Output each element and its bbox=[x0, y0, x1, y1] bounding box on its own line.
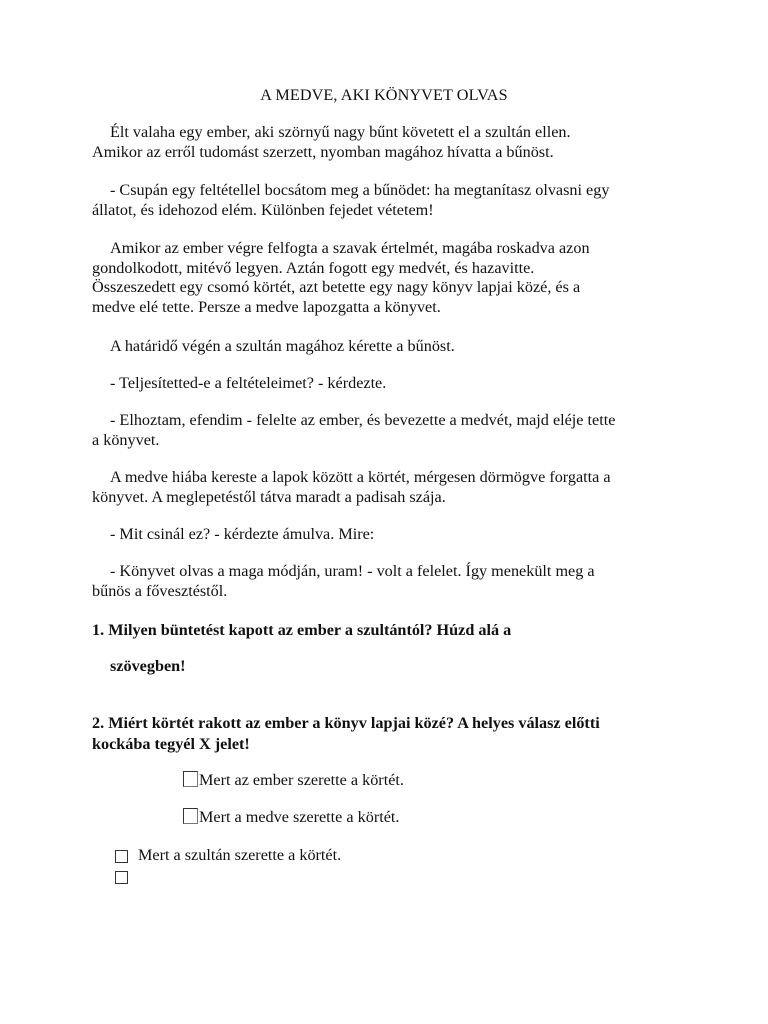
option-2 bbox=[183, 806, 399, 827]
checkbox-option-3[interactable] bbox=[115, 850, 128, 863]
paragraph-line: könyvet. A meglepetéstől tátva maradt a padisah szája. bbox=[92, 487, 446, 506]
paragraph-5 bbox=[92, 374, 682, 394]
paragraph-line: medve elé tette. Persze a medve lapozgatta a könyvet. bbox=[92, 297, 441, 316]
checkbox-option-1[interactable] bbox=[183, 771, 198, 787]
paragraph-3 bbox=[92, 239, 682, 317]
paragraph-line: - Mit csinál ez? - kérdezte ámulva. Mire: bbox=[110, 525, 375, 543]
paragraph-line: bűnös a fővesztéstől. bbox=[92, 581, 228, 600]
paragraph-4 bbox=[92, 337, 682, 357]
paragraph-line: Élt valaha egy ember, aki szörnyű nagy bűnt követett el a szultán ellen. bbox=[110, 123, 571, 141]
paragraph-line: Összeszedett egy csomó körtét, azt betette egy nagy könyv lapjai közé, és a bbox=[92, 278, 581, 297]
paragraph-7 bbox=[92, 468, 682, 507]
paragraph-8 bbox=[92, 525, 682, 545]
paragraph-2 bbox=[92, 181, 682, 220]
paragraph-line: a könyvet. bbox=[92, 430, 160, 449]
paragraph-9 bbox=[92, 562, 682, 601]
paragraph-line: gondolkodott, mitévő legyen. Aztán fogott egy medvét, és hazavitte. bbox=[92, 258, 535, 277]
paragraph-line: - Csupán egy feltétellel bocsátom meg a bűnödet: ha megtanítasz olvasni egy bbox=[110, 181, 610, 199]
question-1-line-2: szövegben! bbox=[110, 657, 186, 675]
paragraph-line: Amikor az ember végre felfogta a szavak értelmét, magába roskadva azon bbox=[110, 239, 590, 257]
checkbox-extra[interactable] bbox=[115, 871, 128, 884]
document-title: A MEDVE, AKI KÖNYVET OLVAS bbox=[260, 86, 508, 104]
paragraph-line: - Teljesítetted-e a feltételeimet? - kérdezte. bbox=[110, 374, 387, 392]
question-2-line-2: kockába tegyél X jelet! bbox=[92, 735, 250, 753]
question-2-line-1: 2. Miért körtét rakott az ember a könyv lapjai közé? A helyes válasz előtti bbox=[92, 714, 600, 732]
paragraph-1 bbox=[92, 123, 682, 162]
paragraph-line: állatot, és idehozod elém. Különben fejedet vétetem! bbox=[92, 200, 434, 219]
question-1-line-1: 1. Milyen büntetést kapott az ember a szultántól? Húzd alá a bbox=[92, 621, 512, 639]
checkbox-option-2[interactable] bbox=[183, 808, 198, 824]
paragraph-line: - Könyvet olvas a maga módján, uram! - volt a felelet. Így menekült meg a bbox=[110, 562, 595, 580]
paragraph-6 bbox=[92, 411, 682, 450]
option-1-label: Mert az ember szerette a körtét. bbox=[199, 771, 404, 789]
paragraph-line: A határidő végén a szultán magához kérette a bűnöst. bbox=[110, 337, 455, 355]
paragraph-line: Amikor az erről tudomást szerzett, nyomban magához hívatta a bűnöst. bbox=[92, 142, 554, 161]
option-2-label: Mert a medve szerette a körtét. bbox=[199, 808, 400, 826]
paragraph-line: - Elhoztam, efendim - felelte az ember, és bevezette a medvét, majd eléje tette bbox=[110, 411, 616, 429]
option-1 bbox=[183, 769, 404, 790]
option-3-label: Mert a szultán szerette a körtét. bbox=[138, 846, 342, 864]
paragraph-line: A medve hiába kereste a lapok között a körtét, mérgesen dörmögve forgatta a bbox=[110, 468, 611, 486]
